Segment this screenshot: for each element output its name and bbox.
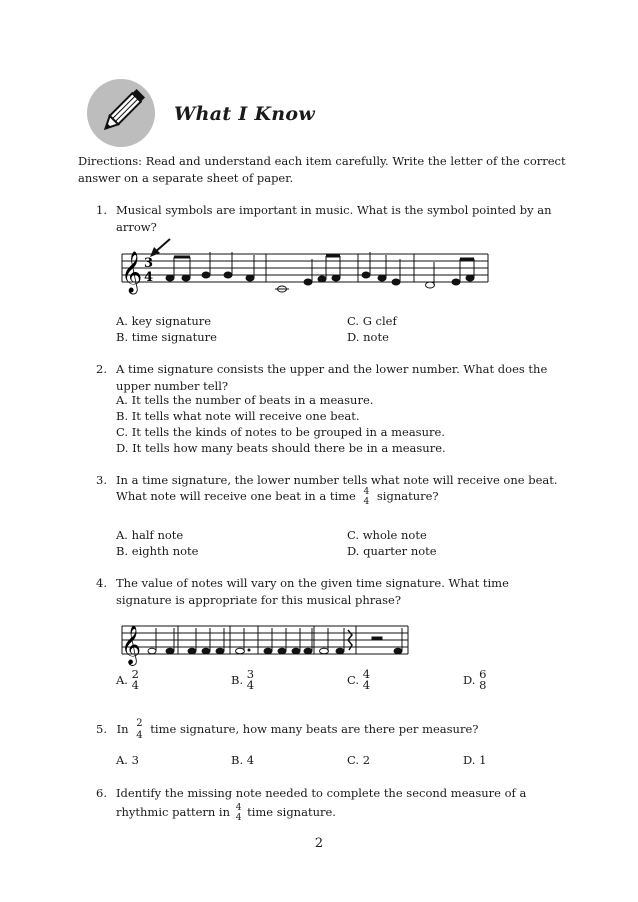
q5-option-a[interactable]: A. 3 [116,753,139,767]
question-number: 1. [96,203,107,217]
fraction-bottom: 4 [246,678,255,692]
q1-option-d[interactable]: D. note [347,330,389,344]
time-signature-bottom: 4 [363,497,370,507]
q2-option-c[interactable]: C. It tells the kinds of notes to be grouped in a measure. [116,425,445,439]
fraction-top: 2 [131,667,139,681]
fraction-top: 6 [479,667,487,681]
time-signature-inline [236,803,242,823]
treble-clef: 𝄞 [121,252,143,293]
question-text: time signature, how many beats are there per measure? [150,722,479,736]
time-signature-bottom: 4 [144,270,154,285]
question-text: rhythmic pattern in [116,805,231,819]
q5-option-b[interactable]: B. 4 [231,753,255,767]
q3-option-b[interactable]: B. eighth note [116,544,199,558]
question-text: Musical symbols are important in music. What is the symbol pointed by an arrow? [116,203,552,234]
time-signature-inline [364,487,370,507]
q2-option-d[interactable]: D. It tells how many beats should there be in a measure. [116,441,446,455]
q4-option-d[interactable] [463,669,486,691]
q3-option-a[interactable]: A. half note [116,528,184,542]
pencil-icon [87,79,155,147]
time-signature-top: 4 [363,487,370,497]
q1-option-a[interactable]: A. key signature [116,314,212,328]
question-number: 4. [96,576,107,590]
fraction-bottom: 8 [479,678,487,692]
q4-option-a[interactable] [116,669,139,691]
q5-option-c[interactable]: C. 2 [347,753,371,767]
question-number: 3. [96,473,107,487]
q1-option-b[interactable]: B. time signature [116,330,217,344]
page-number: 2 [314,836,324,851]
option-letter: D. [463,673,476,687]
question-number: 5. [96,722,107,736]
question-text: signature? [376,489,439,503]
directions-text: Directions: Read and understand each item carefully. Write the letter of the correct answer on a separate sheet of paper. [78,154,566,185]
time-signature-top: 3 [144,256,154,271]
question-text: time signature. [247,805,336,819]
option-fraction [132,669,139,691]
q3-option-d[interactable]: D. quarter note [347,544,437,558]
q4-option-c[interactable] [347,669,370,691]
question-text-line-1: Identify the missing note needed to complete the second measure of a [116,786,527,800]
question-text: A time signature consists the upper and the lower number. What does the upper number tell? [116,362,548,393]
music-staff-q4 [118,610,413,668]
question-text: What note will receive one beat in a time [116,489,356,503]
option-fraction [247,669,254,691]
time-signature-bottom: 4 [136,730,143,741]
time-signature-bottom: 4 [235,813,242,823]
q1-option-c[interactable]: C. G clef [347,314,397,328]
question-text: The value of notes will vary on the given time signature. What time signature is appropriate for this musical phrase? [116,576,509,607]
fraction-top: 4 [362,667,371,681]
option-fraction [363,669,370,691]
q3-option-c[interactable]: C. whole note [347,528,427,542]
question-2 [96,361,566,395]
question-number: 6. [96,786,107,800]
section-title: What I Know [174,103,316,125]
q2-option-a[interactable]: A. It tells the number of beats in a measure. [116,393,374,407]
q5-option-d[interactable]: D. 1 [463,753,487,767]
fraction-top: 3 [246,667,255,681]
q4-option-b[interactable] [231,669,254,691]
option-letter: B. [231,673,244,687]
question-6-line-2 [116,803,336,823]
question-text-line-1: In a time signature, the lower number tells what note will receive one beat. [116,473,558,487]
option-letter: C. [347,673,360,687]
question-4 [96,575,566,609]
time-signature-top: 2 [136,718,143,729]
question-3-line-2 [116,487,439,507]
option-fraction [479,669,486,691]
treble-clef: 𝄞 [121,625,142,665]
time-signature-top: 4 [235,803,242,813]
music-staff-q1 [118,234,493,302]
question-6 [96,785,566,802]
question-number: 2. [96,362,107,376]
q2-option-b[interactable]: B. It tells what note will receive one beat. [116,409,360,423]
question-5 [96,718,478,742]
question-1 [96,202,566,236]
time-signature-inline [136,718,142,742]
question-text: In [116,722,129,736]
fraction-bottom: 4 [362,678,371,692]
option-letter: A. [116,673,128,687]
pencil-badge [87,79,155,147]
fraction-bottom: 4 [131,678,139,692]
